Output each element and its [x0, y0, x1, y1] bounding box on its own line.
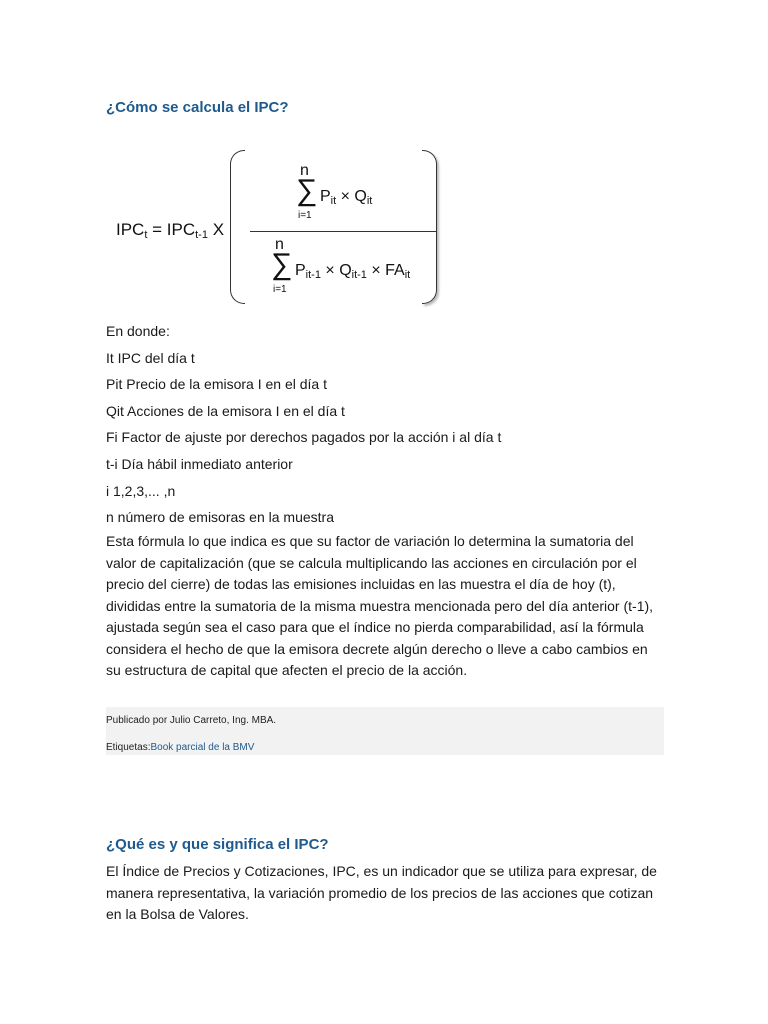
definition-paragraph: El Índice de Precios y Cotizaciones, IPC, es un indicador que se utiliza para expresar, de manera representativa, la variación promedio de los precios de las acciones que cotizan en la Bolsa de Valores.: [106, 863, 657, 922]
tags-row: [106, 742, 254, 753]
post-meta-box: [106, 707, 664, 755]
numerator-sigma-symbol: ∑: [296, 174, 318, 207]
definitions-list: [106, 318, 666, 531]
numerator-lower-limit: i=1: [298, 210, 312, 221]
definition-line: It IPC del día t: [106, 349, 195, 366]
definition-line: t-i Día hábil inmediato anterior: [106, 455, 293, 472]
definition-line: Pit Precio de la emisora I en el día t: [106, 376, 327, 393]
published-by: Publicado por Julio Carreto, Ing. MBA.: [106, 715, 277, 726]
explanation-paragraph: Esta fórmula lo que indica es que su factor de variación lo determina la sumatoria del valor de capitalización (que se calcula multiplicando las acciones en circulación por el precio del cierre) de todas las emisiones incluidas en las muestra el día de hoy (t), divididas entre la sumatoria de la misma muestra mencionada pero del día anterior (t-1), ajustada según sea el caso para que el índice no pierda comparabilidad, así la fórmula considera el hecho de que la emisora decrete algún derecho o lleve a cabo cambios en su estructura de capital que afecten el precio de la acción.: [106, 533, 654, 678]
formula-ipc-t-1: IPC: [166, 220, 196, 239]
definition-line: En donde:: [106, 323, 170, 339]
section-title-calculo: ¿Cómo se calcula el IPC?: [106, 99, 289, 116]
numerator-upper-limit: n: [300, 162, 309, 179]
definition-line: Fi Factor de ajuste por derechos pagados por la acción i al día t: [106, 429, 502, 446]
formula-fraction-line: [250, 231, 436, 232]
ipc-formula-image: [116, 148, 450, 308]
formula-times: X: [207, 220, 225, 239]
tags-label: Etiquetas:: [106, 742, 151, 753]
tag-link[interactable]: Book parcial de la BMV: [150, 742, 255, 753]
formula-sub-t: t: [144, 229, 148, 241]
formula-sub-t-1: t-1: [195, 229, 208, 241]
definition-line: Qit Acciones de la emisora I en el día t: [106, 402, 345, 419]
formula-left-bracket: [230, 150, 245, 304]
denominator-upper-limit: n: [275, 236, 284, 253]
definition-line: i 1,2,3,... ,n: [106, 482, 176, 499]
formula-right-bracket: [422, 150, 437, 304]
denominator-expression: $P_{it-1} \times Q_{it-1} \times FA_{it}$: [295, 262, 411, 281]
section-title-que-es: ¿Qué es y que significa el IPC?: [106, 836, 329, 853]
formula-ipc-t: IPC: [116, 220, 145, 239]
formula-lhs: [116, 220, 224, 241]
numerator-expression: $P_{it} \times Q_{it}$: [320, 188, 373, 207]
denominator-sigma-symbol: ∑: [271, 248, 293, 281]
definition-line: n número de emisoras en la muestra: [106, 509, 334, 526]
denominator-lower-limit: i=1: [273, 284, 287, 295]
formula-equals: =: [147, 220, 167, 239]
